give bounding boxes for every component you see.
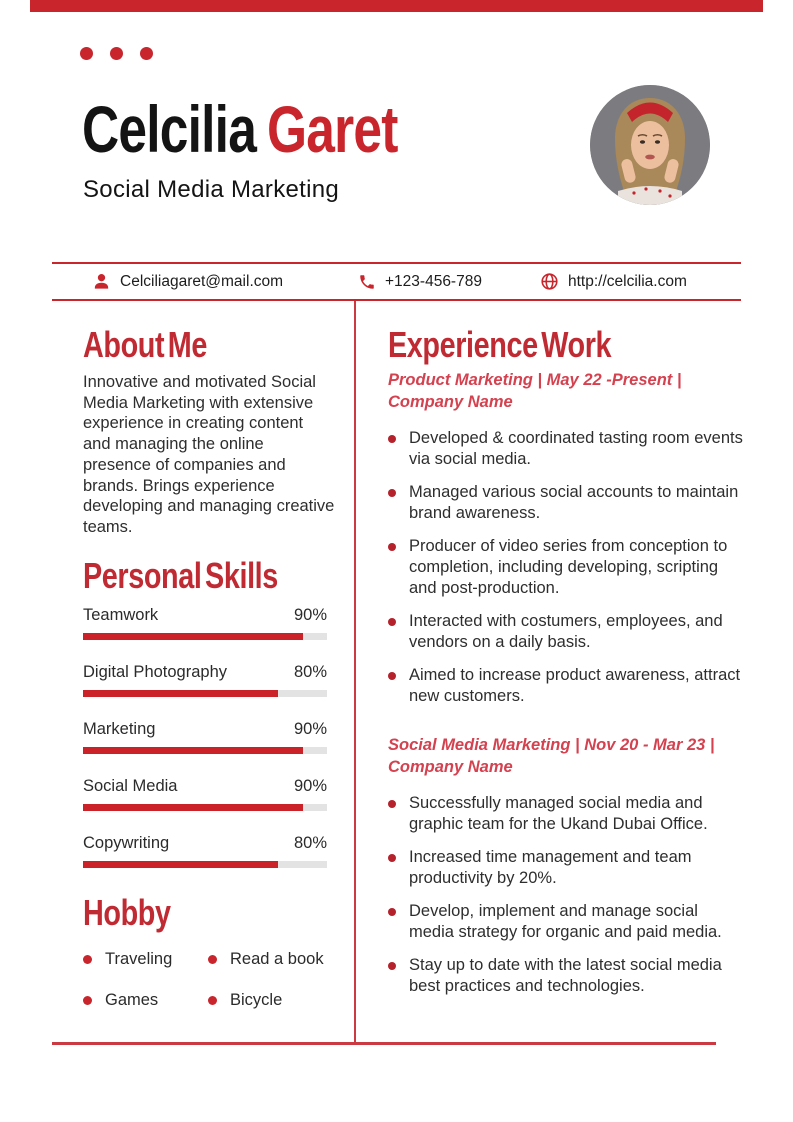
job-bullet — [388, 665, 744, 707]
job-heading: Social Media Marketing | Nov 20 - Mar 23 | Company Name — [388, 736, 715, 776]
hobby-item — [208, 950, 343, 969]
job-bullet-text: Stay up to date with the latest social media best practices and technologies. — [409, 956, 722, 995]
job-bullet-text: Producer of video series from conception to completion, including developing, scripting and post-production. — [409, 537, 728, 597]
hobby-label: Traveling — [105, 950, 173, 968]
job-bullet — [388, 428, 744, 470]
job-entry — [388, 370, 744, 707]
bullet-dot-icon — [388, 672, 396, 680]
job-bullet — [388, 793, 744, 835]
bullet-dot-icon — [388, 543, 396, 551]
job-bullet-text: Managed various social accounts to maintain brand awareness. — [409, 483, 739, 522]
column-divider-line — [354, 301, 356, 1042]
bullet-dot-icon — [208, 955, 217, 964]
experience-section-title: Experience Work — [388, 324, 612, 365]
hobby-item — [83, 950, 208, 969]
portrait-illustration — [590, 85, 710, 205]
decor-dots — [80, 47, 153, 60]
job-bullet — [388, 955, 744, 997]
job-bullet-text: Developed & coordinated tasting room events via social media. — [409, 429, 743, 468]
profile-photo — [590, 85, 710, 205]
hobby-list — [83, 950, 343, 1010]
candidate-name — [82, 92, 398, 166]
job-bullet — [388, 611, 744, 653]
red-dot-icon — [140, 47, 153, 60]
job-bullet-list — [388, 428, 744, 707]
skill-label: Copywriting — [83, 834, 170, 852]
bullet-dot-icon — [388, 489, 396, 497]
bullet-dot-icon — [388, 800, 396, 808]
job-bullet-text: Increased time management and team productivity by 20%. — [409, 848, 692, 887]
bottom-rule-line — [52, 1042, 716, 1045]
job-bullet — [388, 482, 744, 524]
user-icon — [92, 272, 111, 291]
first-name: Celcilia — [82, 92, 257, 166]
skill-percent: 80% — [293, 834, 327, 852]
about-body-text: Innovative and motivated Social Media Marketing with extensive experience in creating content and managing the online presence of companies and brands. Brings experience developing and managing creative teams. — [83, 373, 335, 536]
skill-bar-fill — [83, 633, 303, 640]
hobby-label: Read a book — [230, 950, 324, 968]
job-bullet-text: Aimed to increase product awareness, attract new customers. — [409, 666, 741, 705]
skill-bar-track — [83, 690, 327, 697]
skill-item — [83, 662, 327, 719]
hobby-label: Games — [105, 991, 159, 1009]
bullet-dot-icon — [388, 908, 396, 916]
skill-item — [83, 605, 327, 662]
red-dot-icon — [110, 47, 123, 60]
globe-icon — [540, 272, 559, 291]
skill-bar-fill — [83, 804, 303, 811]
skill-bar-track — [83, 861, 327, 868]
job-bullet — [388, 901, 744, 943]
contact-phone — [358, 264, 482, 299]
hobby-section-title: Hobby — [83, 892, 171, 933]
hobby-item — [83, 991, 208, 1010]
email-text: Celciliagaret@mail.com — [120, 272, 284, 290]
skill-bar-track — [83, 804, 327, 811]
contact-bar — [52, 262, 741, 301]
bullet-dot-icon — [83, 996, 92, 1005]
skill-label: Marketing — [83, 720, 156, 738]
bullet-dot-icon — [388, 435, 396, 443]
skill-bar-track — [83, 747, 327, 754]
skill-label: Social Media — [83, 777, 178, 795]
skills-list — [83, 605, 327, 890]
contact-website — [540, 264, 687, 299]
skill-bar-fill — [83, 861, 278, 868]
bullet-dot-icon — [388, 962, 396, 970]
bullet-dot-icon — [208, 996, 217, 1005]
job-bullet — [388, 536, 744, 599]
skill-label: Teamwork — [83, 606, 159, 624]
skill-bar-fill — [83, 690, 278, 697]
skill-bar-track — [83, 633, 327, 640]
job-bullet-text: Interacted with costumers, employees, and vendors on a daily basis. — [409, 612, 723, 651]
job-bullet — [388, 847, 744, 889]
skill-item — [83, 719, 327, 776]
phone-text: +123-456-789 — [385, 272, 482, 290]
last-name: Garet — [266, 92, 398, 166]
job-heading: Product Marketing | May 22 -Present | Company Name — [388, 371, 682, 411]
bullet-dot-icon — [83, 955, 92, 964]
skill-percent: 90% — [293, 777, 327, 795]
skill-percent: 90% — [293, 720, 327, 738]
job-entry — [388, 735, 744, 997]
bullet-dot-icon — [388, 618, 396, 626]
experience-content — [388, 370, 744, 1009]
job-bullet-list — [388, 793, 744, 997]
about-section-title: About Me — [83, 324, 207, 365]
job-bullet-text: Successfully managed social media and graphic team for the Ukand Dubai Office. — [409, 794, 708, 833]
job-title: Social Media Marketing — [83, 176, 340, 203]
phone-icon — [358, 273, 376, 291]
website-text: http://celcilia.com — [568, 272, 687, 290]
hobby-label: Bicycle — [230, 991, 283, 1009]
hobby-item — [208, 991, 343, 1010]
skill-item — [83, 833, 327, 890]
top-accent-bar — [30, 0, 763, 12]
skill-label: Digital Photography — [83, 663, 228, 681]
contact-email — [92, 264, 283, 299]
job-bullet-text: Develop, implement and manage social media strategy for organic and paid media. — [409, 902, 722, 941]
skill-bar-fill — [83, 747, 303, 754]
red-dot-icon — [80, 47, 93, 60]
skill-item — [83, 776, 327, 833]
skill-percent: 80% — [293, 663, 327, 681]
bullet-dot-icon — [388, 854, 396, 862]
skills-section-title: Personal Skills — [83, 555, 278, 596]
skill-percent: 90% — [293, 606, 327, 624]
